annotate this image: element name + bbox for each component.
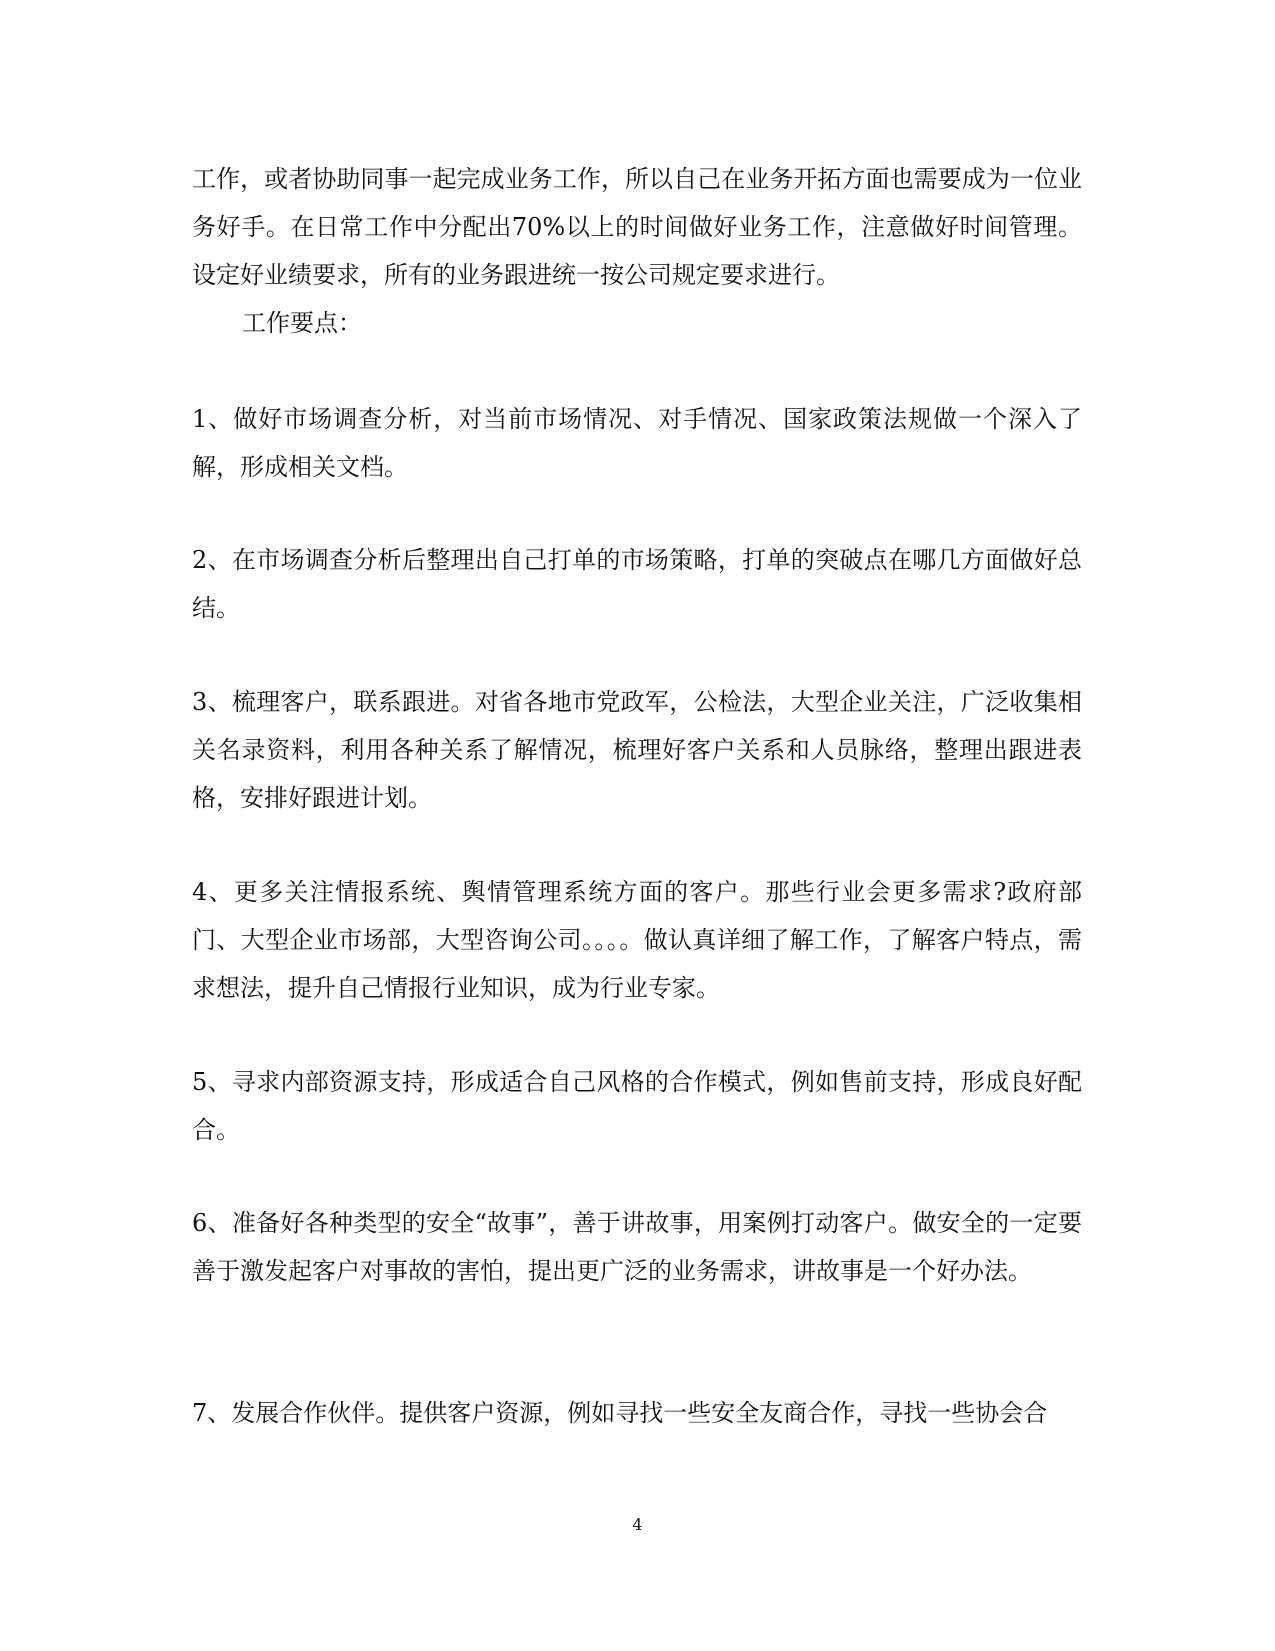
- list-item: 3、梳理客户，联系跟进。对省各地市党政军，公检法，大型企业关注，广泛收集相关名录资料，利用各种关系了解情况，梳理好客户关系和人员脉络，整理出跟进表格，安排好跟进计划。: [192, 688, 1082, 812]
- list-item: 5、寻求内部资源支持，形成适合自己风格的合作模式，例如售前支持，形成良好配合。: [192, 1068, 1082, 1144]
- intro-paragraph: 工作，或者协助同事一起完成业务工作，所以自己在业务开拓方面也需要成为一位业务好手。在日常工作中分配出70%以上的时间做好业务工作，注意做好时间管理。设定好业绩要求，所有的业务跟进统一按公司规定要求进行。: [192, 165, 1082, 289]
- list-item: 1、做好市场调查分析，对当前市场情况、对手情况、国家政策法规做一个深入了解，形成相关文档。: [192, 405, 1082, 481]
- list-item: 2、在市场调查分析后整理出自己打单的市场策略，打单的突破点在哪几方面做好总结。: [192, 546, 1082, 622]
- section-heading: 工作要点：: [242, 309, 362, 337]
- list-item: 7、发展合作伙伴。提供客户资源，例如寻找一些安全友商合作，寻找一些协会合: [192, 1399, 1048, 1427]
- page-number: 4: [632, 1515, 643, 1534]
- list-item: 6、准备好各种类型的安全“故事”，善于讲故事，用案例打动客户。做安全的一定要善于激发起客户对事故的害怕，提出更广泛的业务需求，讲故事是一个好办法。: [192, 1209, 1082, 1285]
- list-item: 4、更多关注情报系统、舆情管理系统方面的客户。那些行业会更多需求?政府部门、大型企业市场部，大型咨询公司。。。。做认真详细了解工作，了解客户特点，需求想法，提升自己情报行业知识，成为行业专家。: [192, 878, 1082, 1002]
